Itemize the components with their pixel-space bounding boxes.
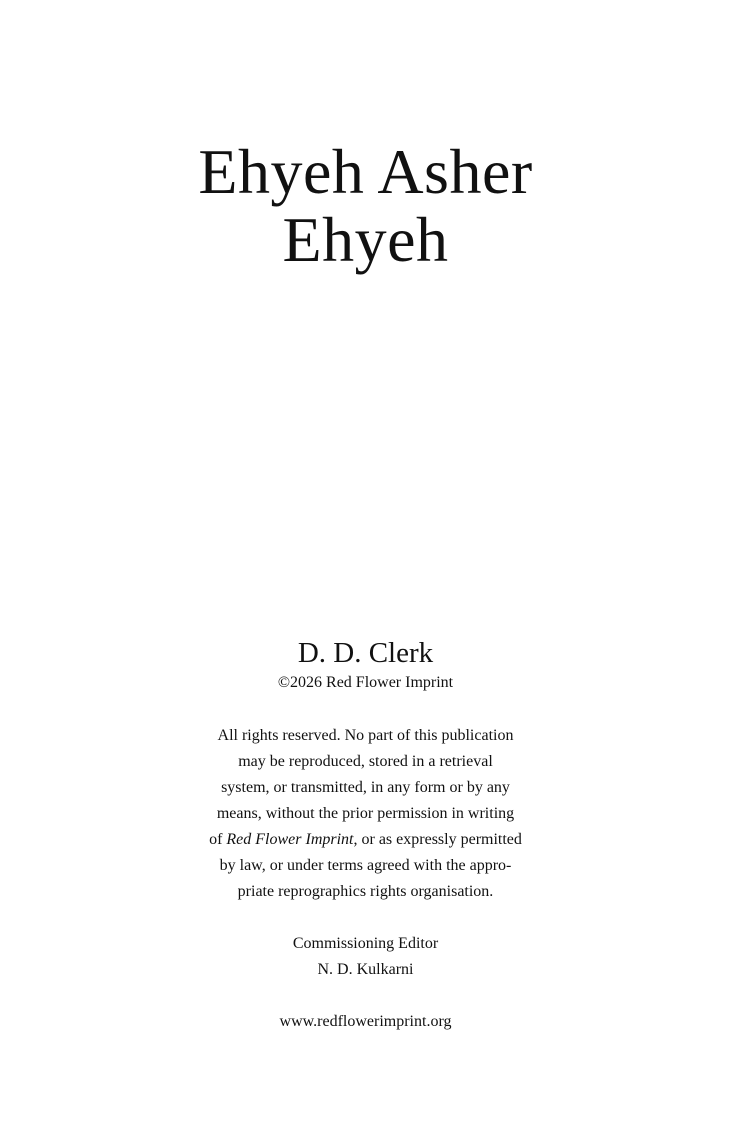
rights-line: by law, or under terms agreed with the appro- [219, 857, 512, 874]
rights-line: may be reproduced, stored in a retrieval [238, 753, 493, 770]
rights-line: system, or transmitted, in any form or by any [221, 779, 510, 796]
publisher-website: www.redflowerimprint.org [279, 1013, 452, 1030]
publisher-name-italic: Red Flower Imprint [226, 831, 354, 848]
rights-line: means, without the prior permission in writing [216, 805, 515, 822]
rights-line: priate reprographics rights organisation. [237, 883, 494, 900]
rights-line-prefix: of [209, 831, 227, 848]
rights-line-suffix: , or as expressly permitted [353, 831, 522, 848]
author-block [0, 636, 731, 694]
rights-line [190, 827, 541, 853]
copyright-notice: ©2026 Red Flower Imprint [277, 674, 454, 691]
rights-statement [190, 723, 541, 905]
editor-role: Commissioning Editor [292, 935, 439, 952]
book-title [0, 138, 731, 274]
title-line-2: Ehyeh [282, 204, 449, 275]
title-line-1: Ehyeh Asher [198, 136, 533, 207]
rights-line: All rights reserved. No part of this publication [217, 727, 514, 744]
editor-name: N. D. Kulkarni [317, 961, 414, 978]
author-name: D. D. Clerk [297, 637, 434, 669]
editor-credit [0, 931, 731, 983]
